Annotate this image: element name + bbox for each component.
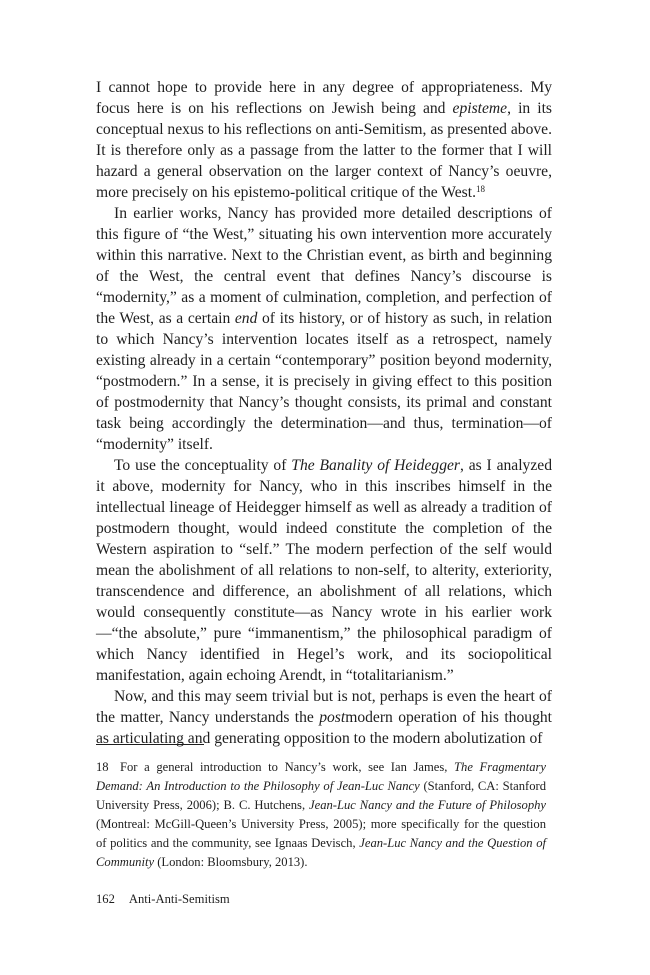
body-text <box>96 77 552 749</box>
text-run: For a general introduction to Nancy’s work, see Ian James, <box>120 760 455 774</box>
paragraph-2 <box>96 203 552 455</box>
footnote-reference: 18 <box>475 184 485 194</box>
text-run: To use the conceptuality of <box>114 457 292 474</box>
italic-text: end <box>234 310 258 327</box>
text-run: (London: Bloomsbury, 2013). <box>154 855 308 869</box>
footnote-text <box>96 760 546 869</box>
page-number: 162 <box>96 892 115 906</box>
footnotes <box>96 758 546 872</box>
footnote-18 <box>96 758 546 872</box>
text-run: (Stanford, CA: Stanford University Press, 2006); B. C. Hutchens, <box>96 779 546 812</box>
paragraph-3 <box>96 455 552 686</box>
italic-text: The Fragmentary Demand: An Introduction to the Philosophy of Jean-Luc Nancy <box>96 760 546 793</box>
text-run: , in its conceptual nexus to his reflections on anti-Semitism, as presented above. It is therefore only as a passage from the latter to the former that I will hazard a general observation on the larger context of Nancy’s oeuvre, more precisely on his epistemo-political critique of the West. <box>96 100 552 201</box>
text-run: In earlier works, Nancy has provided more detailed descriptions of this figure of “the West,” situating his own intervention more accurately within this narrative. Next to the Christian event, as birth and beginning of the West, the central event that defines Nancy’s discourse is “modernity,” as a moment of culmination, completion, and perfection of the West, as a certain <box>96 205 552 327</box>
page-body <box>96 77 552 749</box>
text-run: modern operation of his thought as articulating and generating opposition to the modern abolutization of <box>96 709 553 747</box>
text-run: , as I analyzed it above, modernity for Nancy, who in this inscribes himself in the intellectual lineage of Heidegger himself as well as already a tradition of postmodern thought, would indeed constitute the completion of the Western aspiration to “self.” The modern perfection of the self would mean the abolishment of all relations to non-self, to alterity, exteriority, transcendence and difference, an abolishment of all relations, which would consequently constitute—as Nancy wrote in his earlier work—“the absolute,” pure “immanentism,” the philosophical paradigm of which Nancy identified in Hegel’s work, and its sociopolitical manifestation, again echoing Arendt, in “totalitarianism.” <box>96 457 552 684</box>
text-run: of its history, or of history as such, in relation to which Nancy’s intervention locates itself as a retrospect, namely existing already in a certain “contemporary” position beyond modernity, “postmodern.” In a sense, it is precisely in giving effect to this position of postmodernity that Nancy’s thought consists, its primal and constant task being accordingly the determination—and thus, termination—of “modernity” itself. <box>96 310 553 453</box>
text-run: Now, and this may seem trivial but is not, perhaps is even the heart of the matter, Nancy understands the <box>96 688 552 726</box>
text-run: I cannot hope to provide here in any degree of appropriateness. My focus here is on his reflections on Jewish being and <box>96 79 552 117</box>
footnote-divider <box>96 744 204 745</box>
italic-text: episteme <box>452 100 508 117</box>
italic-text: Jean-Luc Nancy and the Question of Community <box>96 836 547 869</box>
paragraph-4 <box>96 686 552 749</box>
running-footer <box>96 890 230 908</box>
italic-text: post <box>319 709 346 726</box>
book-title: Anti-Anti-Semitism <box>128 892 230 906</box>
italic-text: Jean-Luc Nancy and the Future of Philosophy <box>309 798 546 812</box>
footnote-number: 18 <box>96 760 109 774</box>
text-run: (Montreal: McGill-Queen’s University Press, 2005); more specifically for the question of politics and the community, see Ignaas Devisch, <box>96 817 546 850</box>
italic-text: The Banality of Heidegger <box>291 457 460 474</box>
paragraph-1 <box>96 77 552 203</box>
